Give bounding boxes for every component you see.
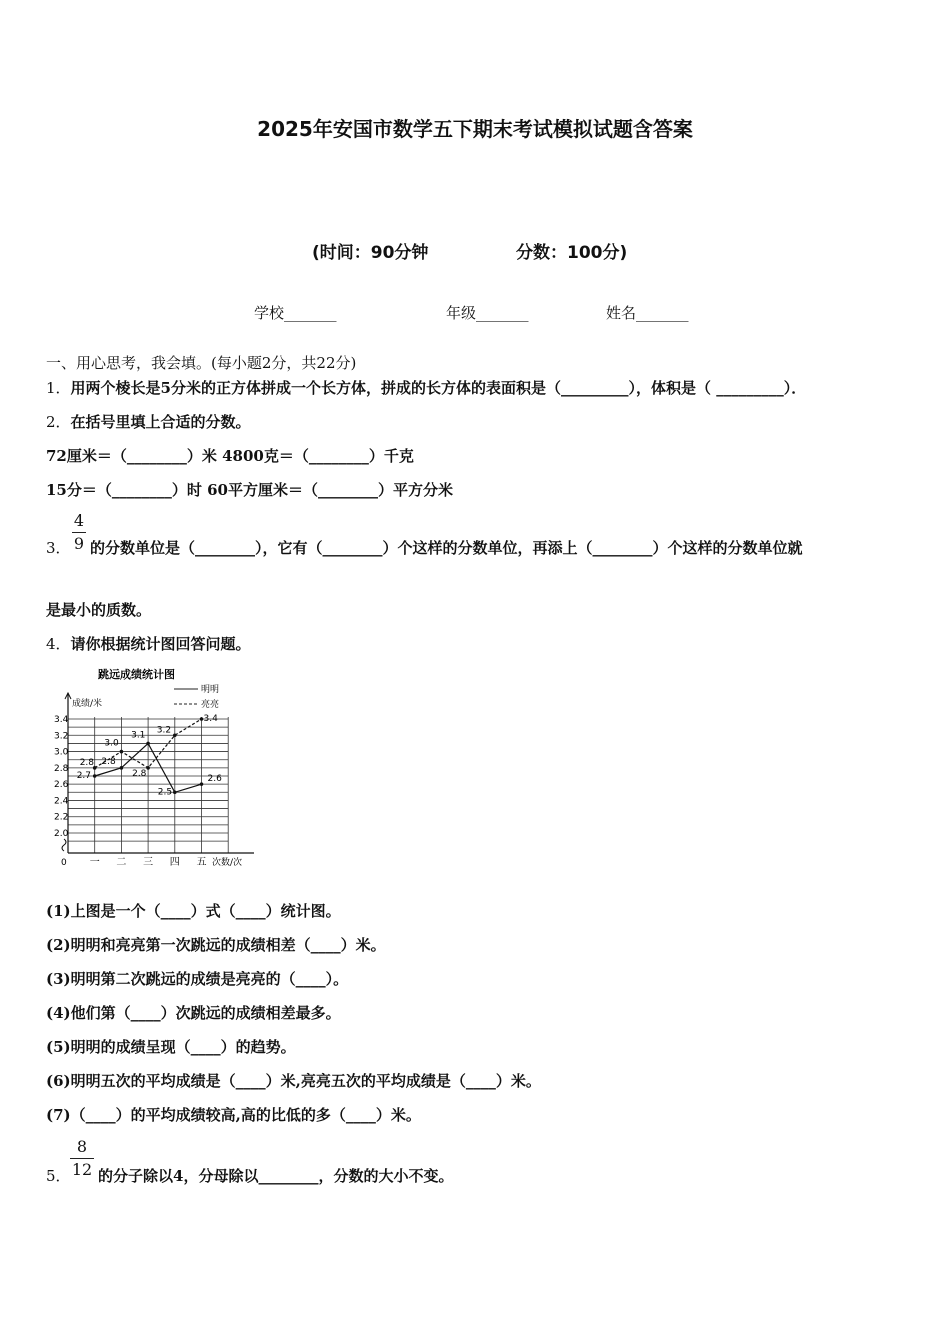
question-3-text: 的分数单位是（________），它有（________）个这样的分数单位，再添上（________）个这样的分数单位就 — [90, 539, 803, 557]
x-tick-label: 三 — [143, 857, 154, 868]
y-tick-label: 2.6 — [54, 780, 69, 791]
data-point — [146, 766, 150, 770]
question-5-text: 的分子除以4，分母除以________，分数的大小不变。 — [98, 1167, 454, 1185]
sub-question: (1)上图是一个（____）式（____）统计图。 — [46, 902, 341, 920]
data-label: 2.8 — [101, 756, 116, 767]
question-number: 2． — [46, 413, 71, 431]
data-label: 2.7 — [76, 771, 92, 781]
question-5-number — [46, 1165, 71, 1186]
fraction-denominator: 12 — [71, 1160, 93, 1179]
question-2 — [46, 411, 251, 432]
legend-label: 亮亮 — [201, 700, 220, 710]
question-text: 请你根据统计图回答问题。 — [70, 635, 251, 653]
data-point — [93, 774, 97, 778]
sub-question: (4)他们第（____）次跳远的成绩相差最多。 — [46, 1004, 341, 1022]
chart-legend — [174, 684, 219, 710]
data-label: 3.1 — [131, 730, 146, 741]
question-3-number — [46, 537, 71, 558]
sub-question: (5)明明的成绩呈现（____）的趋势。 — [46, 1038, 296, 1056]
data-point — [173, 733, 177, 737]
question-1 — [46, 377, 806, 398]
y-tick-label: 3.2 — [54, 731, 69, 742]
data-point — [200, 782, 204, 786]
data-label: 3.4 — [203, 714, 218, 724]
data-point — [120, 750, 124, 754]
question-number: 3． — [46, 539, 71, 557]
y-tick-label: 3.4 — [54, 715, 69, 725]
question-4 — [46, 633, 251, 654]
x-tick-label: 二 — [116, 857, 127, 868]
y-tick-label: 2.2 — [54, 812, 69, 823]
y-tick-label: 2.8 — [54, 763, 69, 774]
data-label: 2.8 — [79, 757, 95, 768]
x-axis-label: 次数/次 — [212, 858, 243, 868]
x-tick-label: 五 — [196, 857, 207, 868]
y-tick-label: 2.0 — [54, 829, 69, 839]
data-point — [120, 766, 124, 770]
exam-score: 分数：100分) — [516, 243, 628, 263]
data-point — [146, 742, 150, 746]
question-number: 1． — [46, 379, 71, 397]
section-heading: 一、用心思考，我会填。(每小题2分，共22分) — [46, 354, 357, 372]
sub-question: (2)明明和亮亮第一次跳远的成绩相差（____）米。 — [46, 936, 386, 954]
data-label: 3.2 — [156, 725, 172, 736]
fraction-4-9 — [72, 512, 86, 553]
fraction-numerator: 8 — [76, 1137, 88, 1156]
data-label: 3.0 — [104, 738, 119, 749]
question-text: 在括号里填上合适的分数。 — [70, 413, 251, 431]
axis-break — [62, 839, 66, 851]
name-field: 姓名_______ — [606, 304, 689, 322]
y-axis-label: 成绩/米 — [72, 699, 103, 709]
sub-question: (7)（____）的平均成绩较高,高的比低的多（____）米。 — [46, 1106, 421, 1124]
question-number: 4． — [46, 635, 71, 653]
question-3-continued: 是最小的质数。 — [46, 601, 152, 619]
exam-time: (时间：90分钟 — [312, 243, 429, 263]
fraction-8-12 — [70, 1138, 94, 1179]
school-field: 学校_______ — [254, 304, 337, 322]
y-tick-label: 3.0 — [54, 747, 69, 758]
question-2-line-2: 15分＝（________）时 60平方厘米＝（________）平方分米 — [46, 481, 453, 499]
x-tick-label: 四 — [169, 857, 180, 868]
page-title: 2025年安国市数学五下期末考试模拟试题含答案 — [257, 117, 693, 141]
legend-label: 明明 — [201, 685, 220, 695]
y-tick-label: 2.4 — [54, 796, 69, 807]
grade-field: 年级_______ — [446, 304, 529, 322]
x-tick-label: 一 — [89, 857, 100, 868]
data-label: 2.8 — [132, 768, 147, 779]
data-point — [173, 790, 177, 794]
chart-title: 跳远成绩统计图 — [98, 668, 175, 681]
question-text: 用两个棱长是5分米的正方体拼成一个长方体，拼成的长方体的表面积是（_________），体积是（ _________）． — [70, 379, 807, 397]
fraction-denominator: 9 — [73, 534, 85, 553]
fraction-numerator: 4 — [73, 511, 85, 530]
data-label: 2.6 — [207, 774, 222, 785]
sub-question: (6)明明五次的平均成绩是（____）米,亮亮五次的平均成绩是（____）米。 — [46, 1072, 541, 1090]
question-number: 5． — [46, 1167, 71, 1185]
sub-question: (3)明明第二次跳远的成绩是亮亮的（____）。 — [46, 970, 349, 988]
origin-label: 0 — [61, 858, 67, 868]
data-label: 2.5 — [157, 787, 173, 798]
question-2-line-1: 72厘米＝（________）米 4800克＝（________）千克 — [46, 447, 414, 465]
line-chart — [46, 663, 266, 868]
